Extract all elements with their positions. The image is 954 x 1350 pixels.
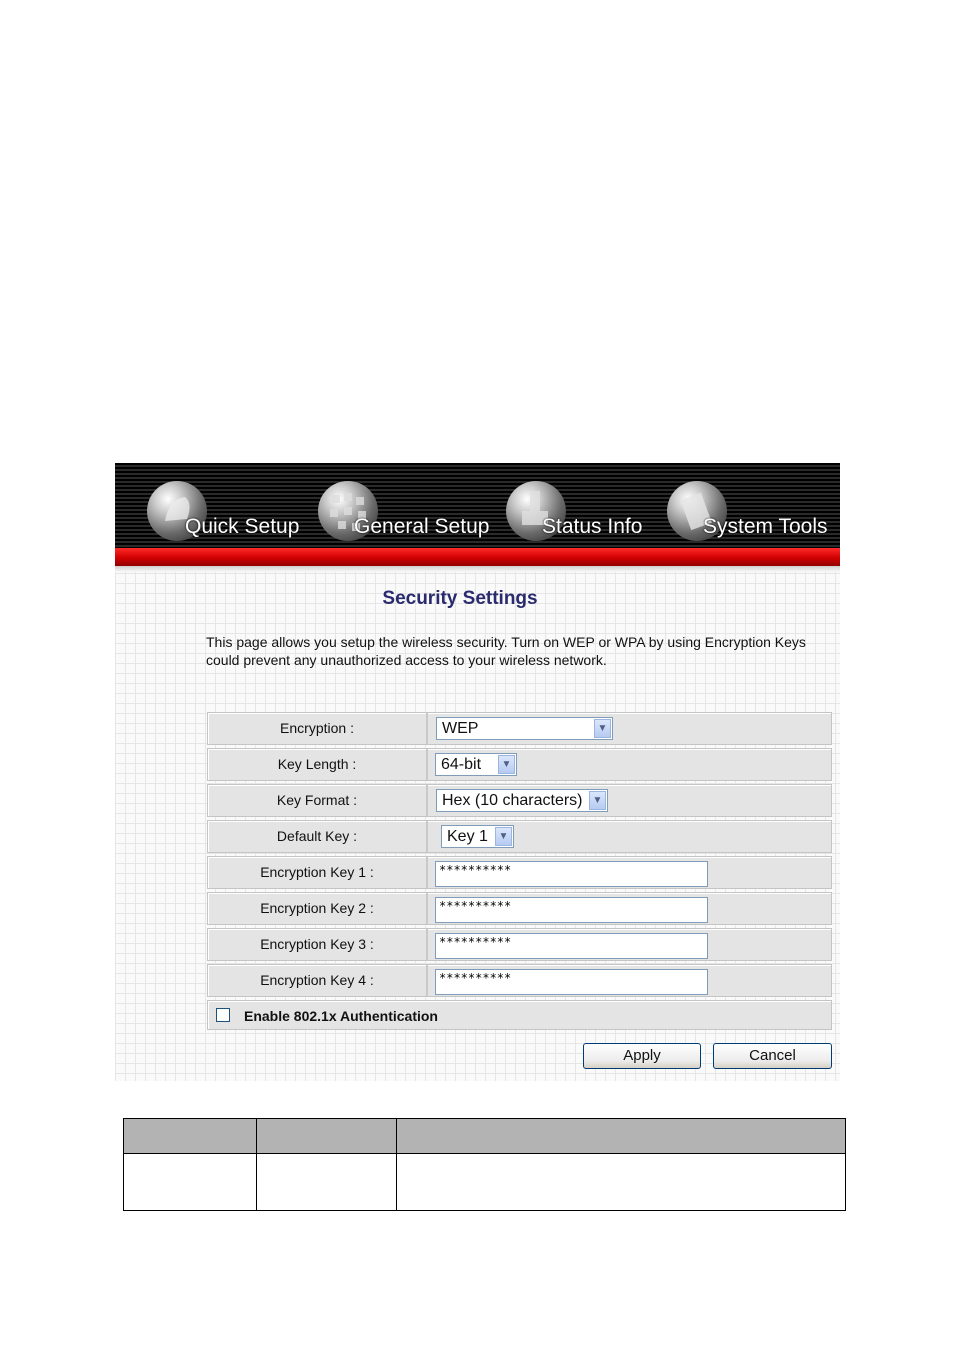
- chevron-down-icon[interactable]: ▼: [495, 827, 512, 846]
- key-format-select[interactable]: [436, 789, 608, 812]
- encryption-key-3-label: Encryption Key 3 :: [208, 929, 428, 960]
- description-table: [123, 1118, 846, 1211]
- key-length-label: Key Length :: [208, 749, 428, 780]
- encryption-key-4-label: Encryption Key 4 :: [208, 965, 428, 996]
- default-key-select-value: Key 1: [447, 828, 488, 845]
- nav-quick-setup-label: Quick Setup: [185, 515, 300, 538]
- encryption-label: Encryption :: [208, 713, 428, 744]
- encryption-key-3-input[interactable]: **********: [435, 933, 708, 959]
- encryption-key-2-label: Encryption Key 2 :: [208, 893, 428, 924]
- table-header-row: [124, 1119, 846, 1154]
- nav-general-setup-label: General Setup: [354, 515, 490, 538]
- security-settings-form: [207, 712, 832, 1033]
- nav-red-stripe: [115, 548, 840, 566]
- cancel-button[interactable]: Cancel: [713, 1043, 832, 1069]
- chevron-down-icon[interactable]: ▼: [498, 755, 515, 774]
- default-key-row: [207, 820, 832, 853]
- encryption-key-4-row: [207, 964, 832, 997]
- chevron-down-icon[interactable]: ▼: [589, 791, 606, 810]
- encryption-row: [207, 712, 832, 745]
- apply-button[interactable]: Apply: [583, 1043, 701, 1069]
- table-header-cell: [124, 1119, 257, 1154]
- encryption-key-1-row: [207, 856, 832, 889]
- page-description: This page allows you setup the wireless security. Turn on WEP or WPA by using Encryption Keys could prevent any unauthorized access to your wireless network.: [206, 634, 806, 668]
- router-config-screenshot: [115, 463, 840, 1081]
- default-key-select[interactable]: [441, 825, 514, 848]
- encryption-key-4-input[interactable]: **********: [435, 969, 708, 995]
- table-cell: [257, 1154, 397, 1211]
- table-cell: [124, 1154, 257, 1211]
- key-length-select-value: 64-bit: [441, 756, 482, 773]
- nav-stripe-shadow: [115, 566, 840, 572]
- key-format-row: [207, 784, 832, 817]
- encryption-key-2-row: [207, 892, 832, 925]
- table-row: [124, 1154, 846, 1211]
- encryption-select[interactable]: [436, 717, 613, 740]
- top-navigation-bar: [115, 463, 840, 548]
- encryption-key-1-input[interactable]: **********: [435, 861, 708, 887]
- default-key-label: Default Key :: [208, 821, 428, 852]
- encryption-key-2-input[interactable]: **********: [435, 897, 708, 923]
- key-length-row: [207, 748, 832, 781]
- table-cell: [397, 1154, 846, 1211]
- table-header-cell: [257, 1119, 397, 1154]
- chevron-down-icon[interactable]: ▼: [594, 719, 611, 738]
- nav-status-info-label: Status Info: [542, 515, 643, 538]
- encryption-select-value: WEP: [442, 720, 479, 737]
- enable-8021x-label: Enable 802.1x Authentication: [244, 1008, 438, 1024]
- encryption-key-3-row: [207, 928, 832, 961]
- page-title: Security Settings: [382, 588, 538, 609]
- auth-8021x-row: [207, 1000, 832, 1030]
- enable-8021x-checkbox[interactable]: [216, 1008, 230, 1022]
- key-format-select-value: Hex (10 characters): [442, 792, 583, 809]
- nav-system-tools-label: System Tools: [703, 515, 828, 538]
- key-format-label: Key Format :: [208, 785, 428, 816]
- key-length-select[interactable]: [435, 753, 517, 776]
- table-header-cell: [397, 1119, 846, 1154]
- encryption-key-1-label: Encryption Key 1 :: [208, 857, 428, 888]
